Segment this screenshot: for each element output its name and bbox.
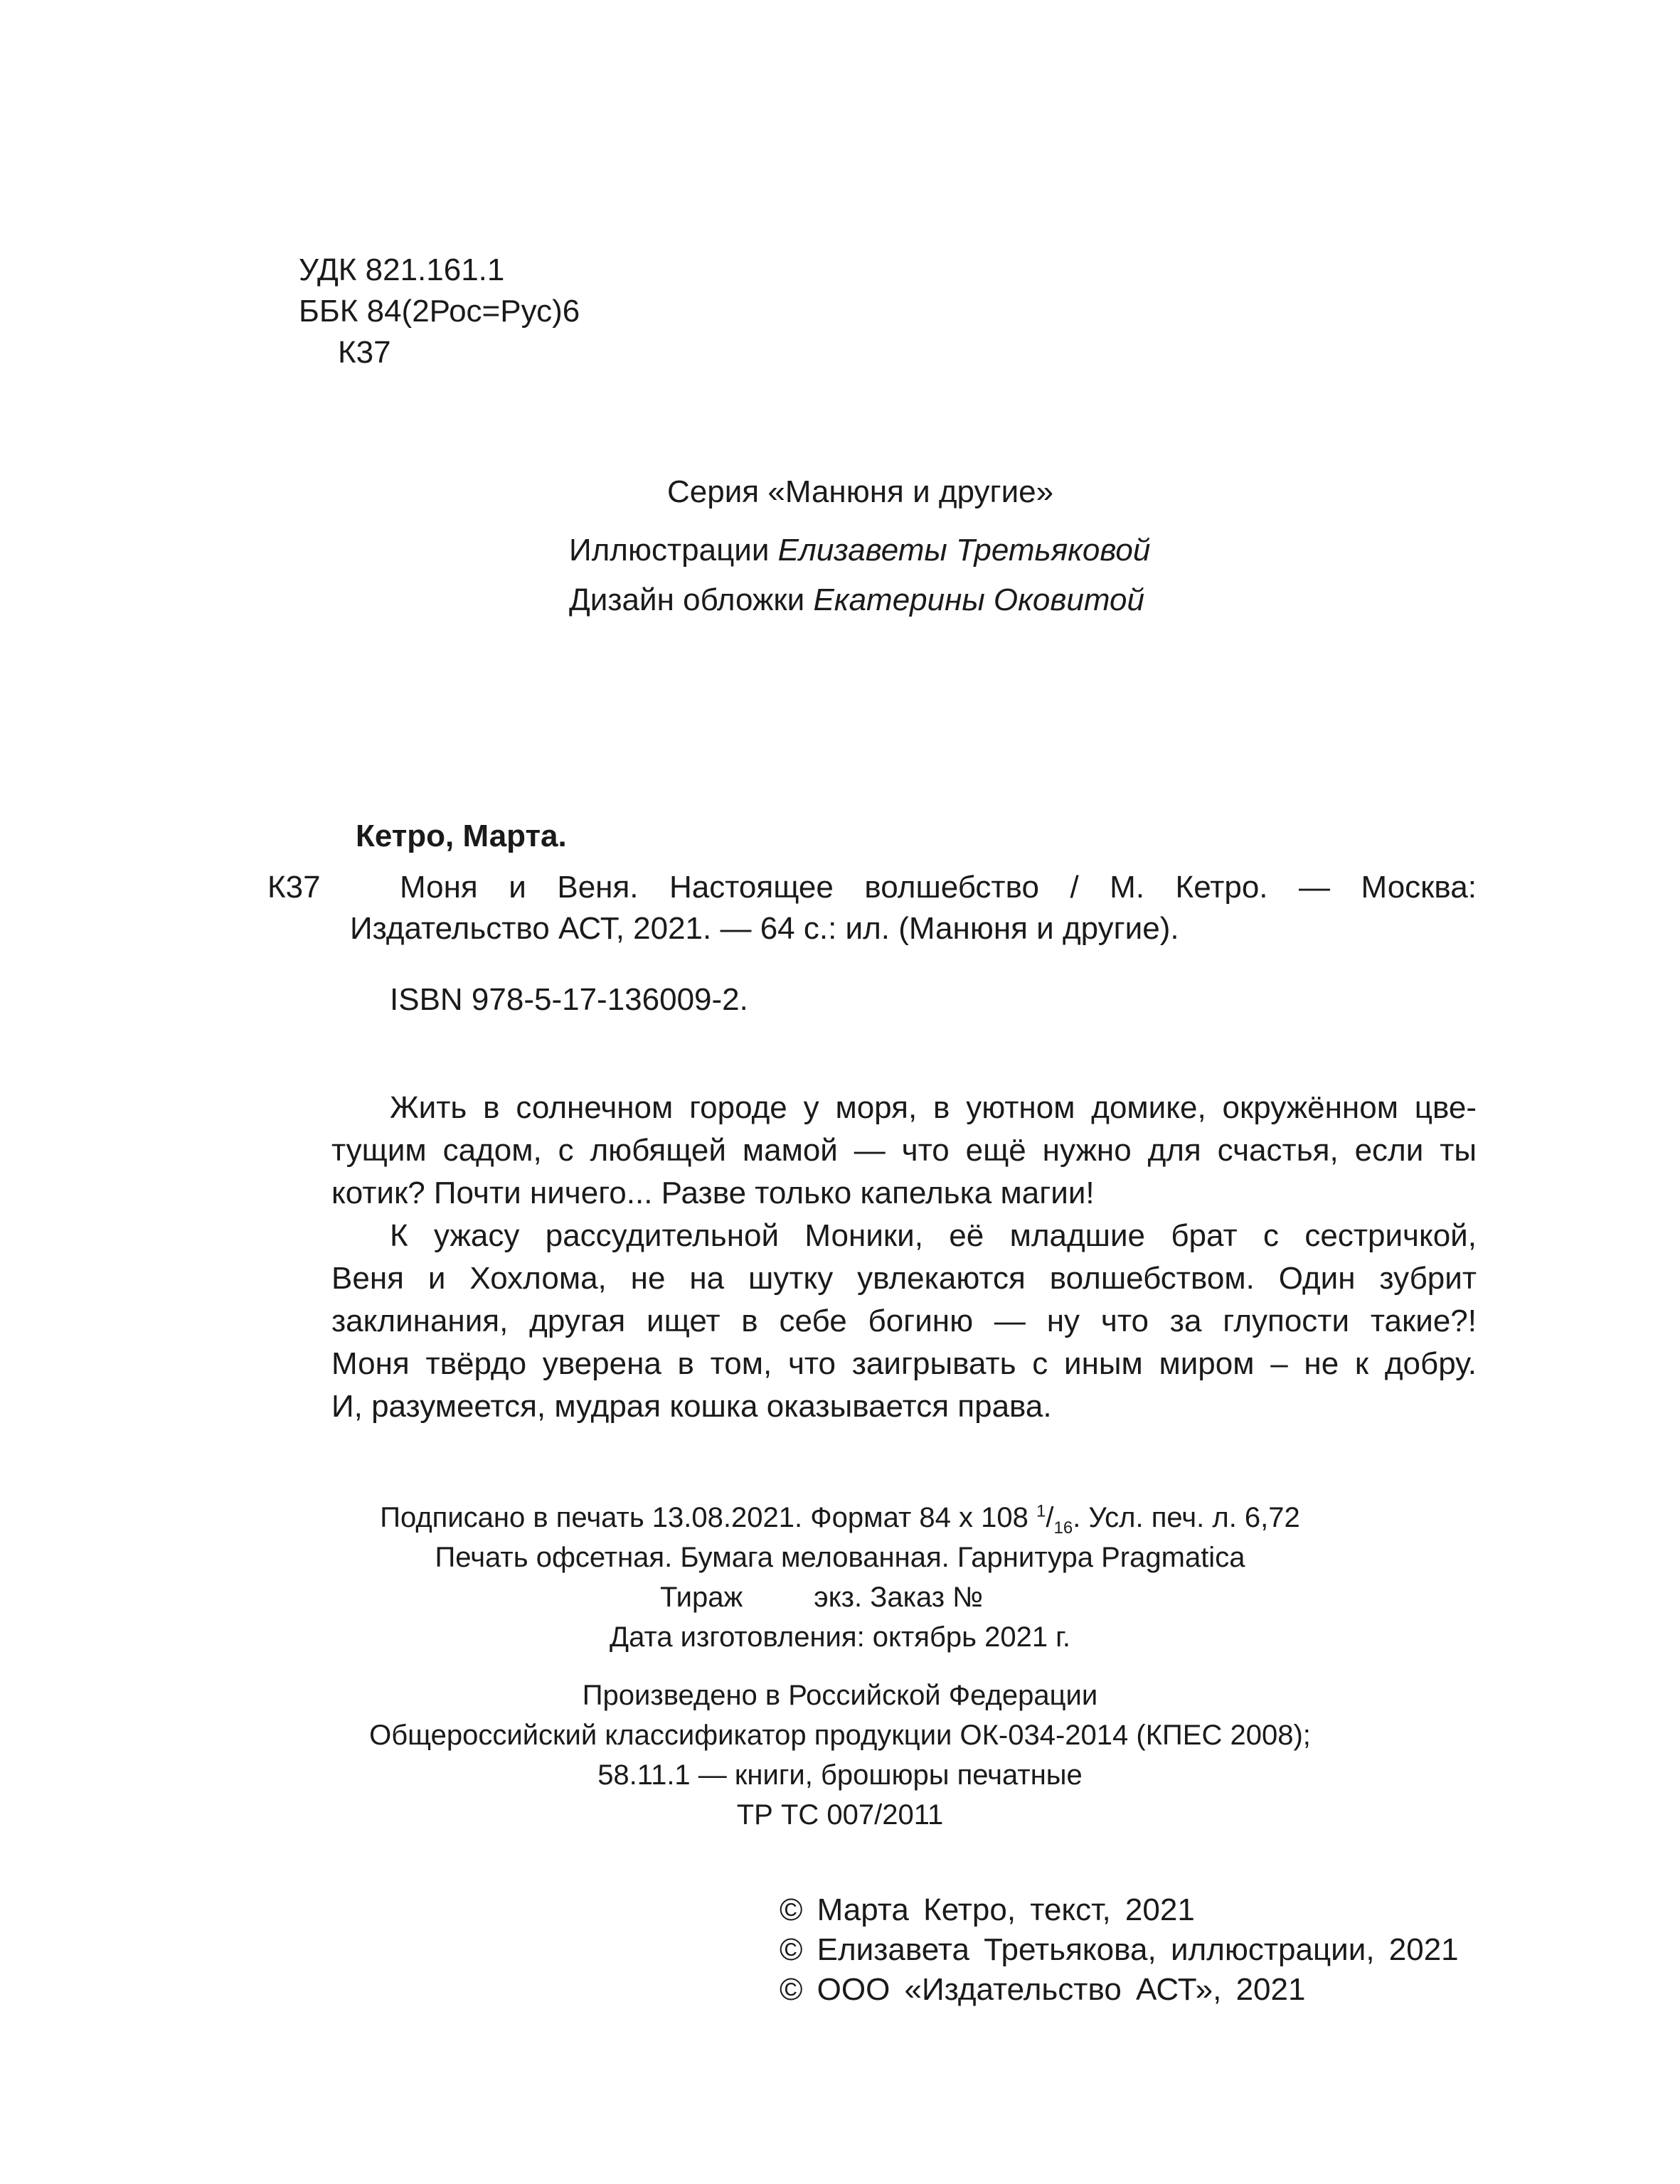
annotation-line: тущим садом, с любящей мамой — что ещё нужно для счастья, если ты [331,1133,1477,1168]
isbn: ISBN 978-5-17-136009-2. [390,982,748,1017]
annotation-line: котик? Почти ничего... Разве только капелька магии! [331,1176,1095,1210]
copyright-line: © Елизавета Третьякова, иллюстрации, 2021 [780,1932,1459,1967]
signed-prefix: Подписано в печать 13.08.2021. Формат 84 x 108 [380,1502,1036,1533]
run-label: Тираж [660,1582,743,1613]
classifier-line: Общероссийский классификатор продукции ОК-034-2014 (КПЕС 2008); [369,1720,1311,1751]
cover-designer-name: Екатерины Оковитой [813,582,1144,617]
udk-code: УДК 821.161.1 [299,252,505,287]
production-date: Дата изготовления: октябрь 2021 г. [609,1621,1070,1653]
annotation-line: К ужасу рассудительной Моники, её младшие брат с сестричкой, [390,1218,1477,1253]
bib-author-mark: К37 [267,870,321,905]
country-line: Произведено в Российской Федерации [582,1680,1098,1711]
product-code-line: 58.11.1 — книги, брошюры печатные [597,1759,1083,1791]
bbk-code: ББК 84(2Рос=Рус)6 [299,294,580,329]
signed-suffix: . Усл. печ. л. 6,72 [1073,1502,1300,1533]
signed-to-print-line: Подписано в печать 13.08.2021. Формат 84 x 108 $^1/_{16}$. Усл. печ. л. 6,72 [380,1501,1300,1538]
tr-line: ТР ТС 007/2011 [736,1799,944,1831]
run-tail: экз. Заказ № [814,1582,984,1613]
annotation-line: заклинания, другая ищет в себе богиню — ну что за глупости такие?! [331,1304,1477,1338]
author-heading: Кетро, Марта. [356,819,567,853]
bib-line-1: Моня и Веня. Настоящее волшебство / М. Кетро. — Москва: [400,870,1477,905]
illustrations-prefix: Иллюстрации [569,533,778,568]
bib-line-2: Издательство АСТ, 2021. — 64 с.: ил. (Манюня и другие). [350,911,1179,946]
annotation-line: Веня и Хохлома, не на шутку увлекаются волшебством. Один зубрит [331,1261,1477,1296]
illustrator-name: Елизаветы Третьяковой [777,533,1151,568]
series-line: Серия «Манюня и другие» [667,474,1054,509]
illustrations-line [569,535,1150,566]
cover-prefix: Дизайн обложки [569,582,814,617]
print-line: Печать офсетная. Бумага мелованная. Гарнитура Pragmatica [435,1542,1245,1573]
author-mark: К37 [338,335,391,370]
annotation-line: И, разумеется, мудрая кошка оказывается права. [331,1389,1052,1424]
annotation-line: Моня твёрдо уверена в том, что заигрывать с иным миром – не к добру. [331,1346,1477,1381]
cover-design-line [569,582,1144,617]
format-denominator: 16 [1053,1518,1073,1538]
annotation-line: Жить в солнечном городе у моря, в уютном домике, окружённом цве- [390,1090,1477,1125]
run-line [660,1583,983,1612]
copyright-line: © Марта Кетро, текст, 2021 [780,1892,1195,1927]
copyright-line: © ООО «Издательство АСТ», 2021 [780,1972,1306,2007]
format-numerator: 1 [1036,1501,1046,1521]
